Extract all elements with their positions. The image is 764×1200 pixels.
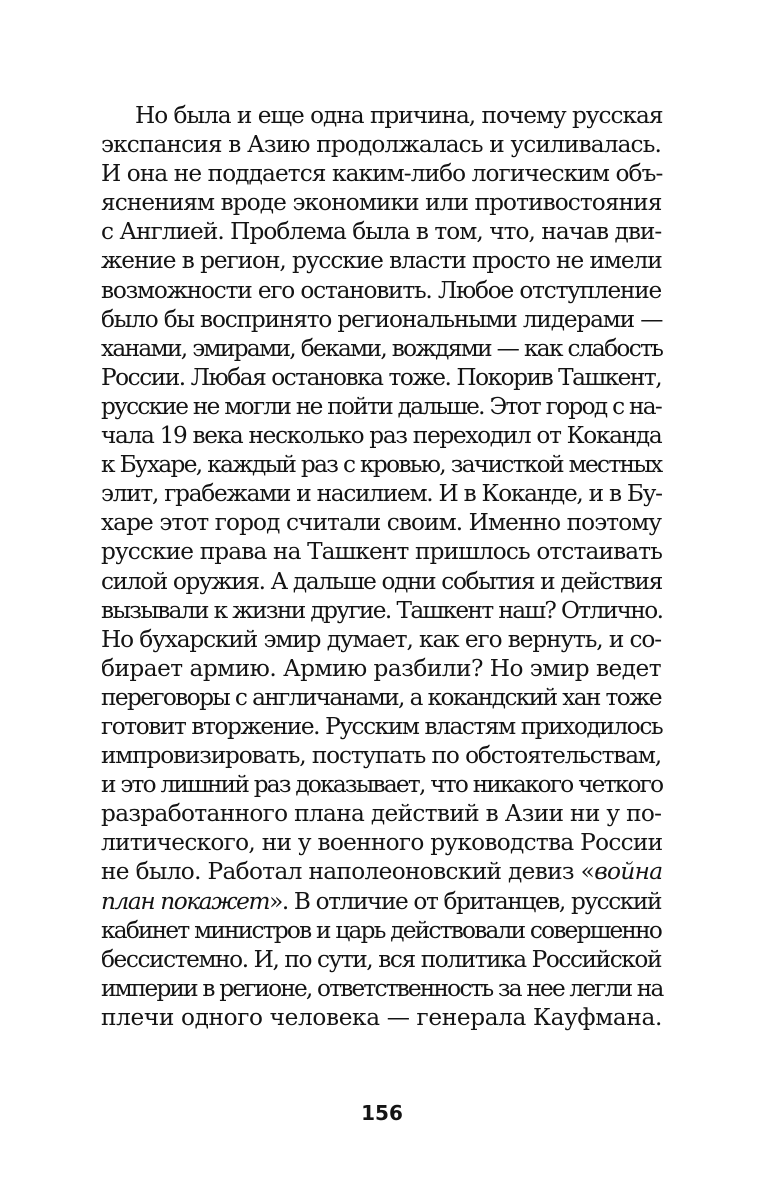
text-line: И она не поддается каким-либо логическим объ-	[101, 160, 663, 188]
text-line: ханами, эмирами, беками, вождями — как слабость	[101, 334, 663, 362]
text-line: Но бухарский эмир думает, как его вернуть, и со-	[101, 625, 661, 653]
text-line: харе этот город считали своим. Именно поэтому	[101, 509, 662, 537]
text-line: бирает армию. Армию разбили? Но эмир ведет	[101, 654, 662, 682]
text-line: готовит вторжение. Русским властям приходилось	[101, 712, 663, 740]
text-line: силой оружия. А дальше одни события и действия	[101, 567, 662, 595]
italic-motto-fragment: война	[594, 858, 663, 886]
text-line: элит, грабежами и насилием. И в Коканде, и в Бу-	[101, 480, 662, 508]
body-paragraph	[101, 101, 661, 1032]
text-line: чала 19 века несколько раз переходил от Коканда	[101, 422, 662, 450]
text-line: к Бухаре, каждый раз с кровью, зачисткой местных	[101, 451, 662, 479]
text-line: переговоры с англичанами, а кокандский хан тоже	[101, 683, 661, 711]
text-line: жение в регион, русские власти просто не имели	[101, 247, 662, 275]
text-fragment: ». В отличие от британцев, русский	[269, 887, 662, 915]
text-line: разработанного плана действий в Азии ни у по-	[101, 800, 662, 828]
text-line: с Англией. Проблема была в том, что, начав дви-	[101, 218, 662, 246]
text-line: кабинет министров и царь действовали совершенно	[101, 916, 662, 944]
text-fragment: не было. Работал наполеоновский девиз «	[101, 858, 595, 886]
text-line: вызывали к жизни другие. Ташкент наш? Отлично.	[101, 596, 663, 624]
text-line-with-italic	[101, 857, 661, 886]
text-line: русские права на Ташкент пришлось отстаивать	[101, 538, 663, 566]
text-line: экспансия в Азию продолжалась и усиливалась.	[101, 131, 661, 159]
text-line: бессистемно. И, по сути, вся политика Российской	[101, 945, 661, 973]
text-line: было бы воспринято региональными лидерами —	[101, 305, 663, 333]
text-line: России. Любая остановка тоже. Покорив Ташкент,	[101, 363, 662, 391]
text-line: возможности его остановить. Любое отступление	[101, 276, 661, 304]
text-line: литического, ни у военного руководства России	[101, 829, 663, 857]
page-number: 156	[361, 1101, 403, 1125]
italic-motto-fragment: план покажет	[101, 887, 270, 915]
text-line-with-italic	[101, 887, 661, 916]
text-line: империи в регионе, ответственность за нее легли на	[101, 974, 663, 1002]
text-line: и это лишний раз доказывает, что никакого четкого	[101, 771, 663, 799]
text-line: яснениям вроде экономики или противостояния	[101, 189, 662, 217]
text-line: импровизировать, поступать по обстоятельствам,	[101, 742, 661, 770]
text-line: плечи одного человека — генерала Кауфмана.	[101, 1003, 662, 1031]
text-line: русские не могли не пойти дальше. Этот город с на-	[101, 392, 662, 420]
text-line: Но была и еще одна причина, почему русская	[135, 102, 663, 129]
